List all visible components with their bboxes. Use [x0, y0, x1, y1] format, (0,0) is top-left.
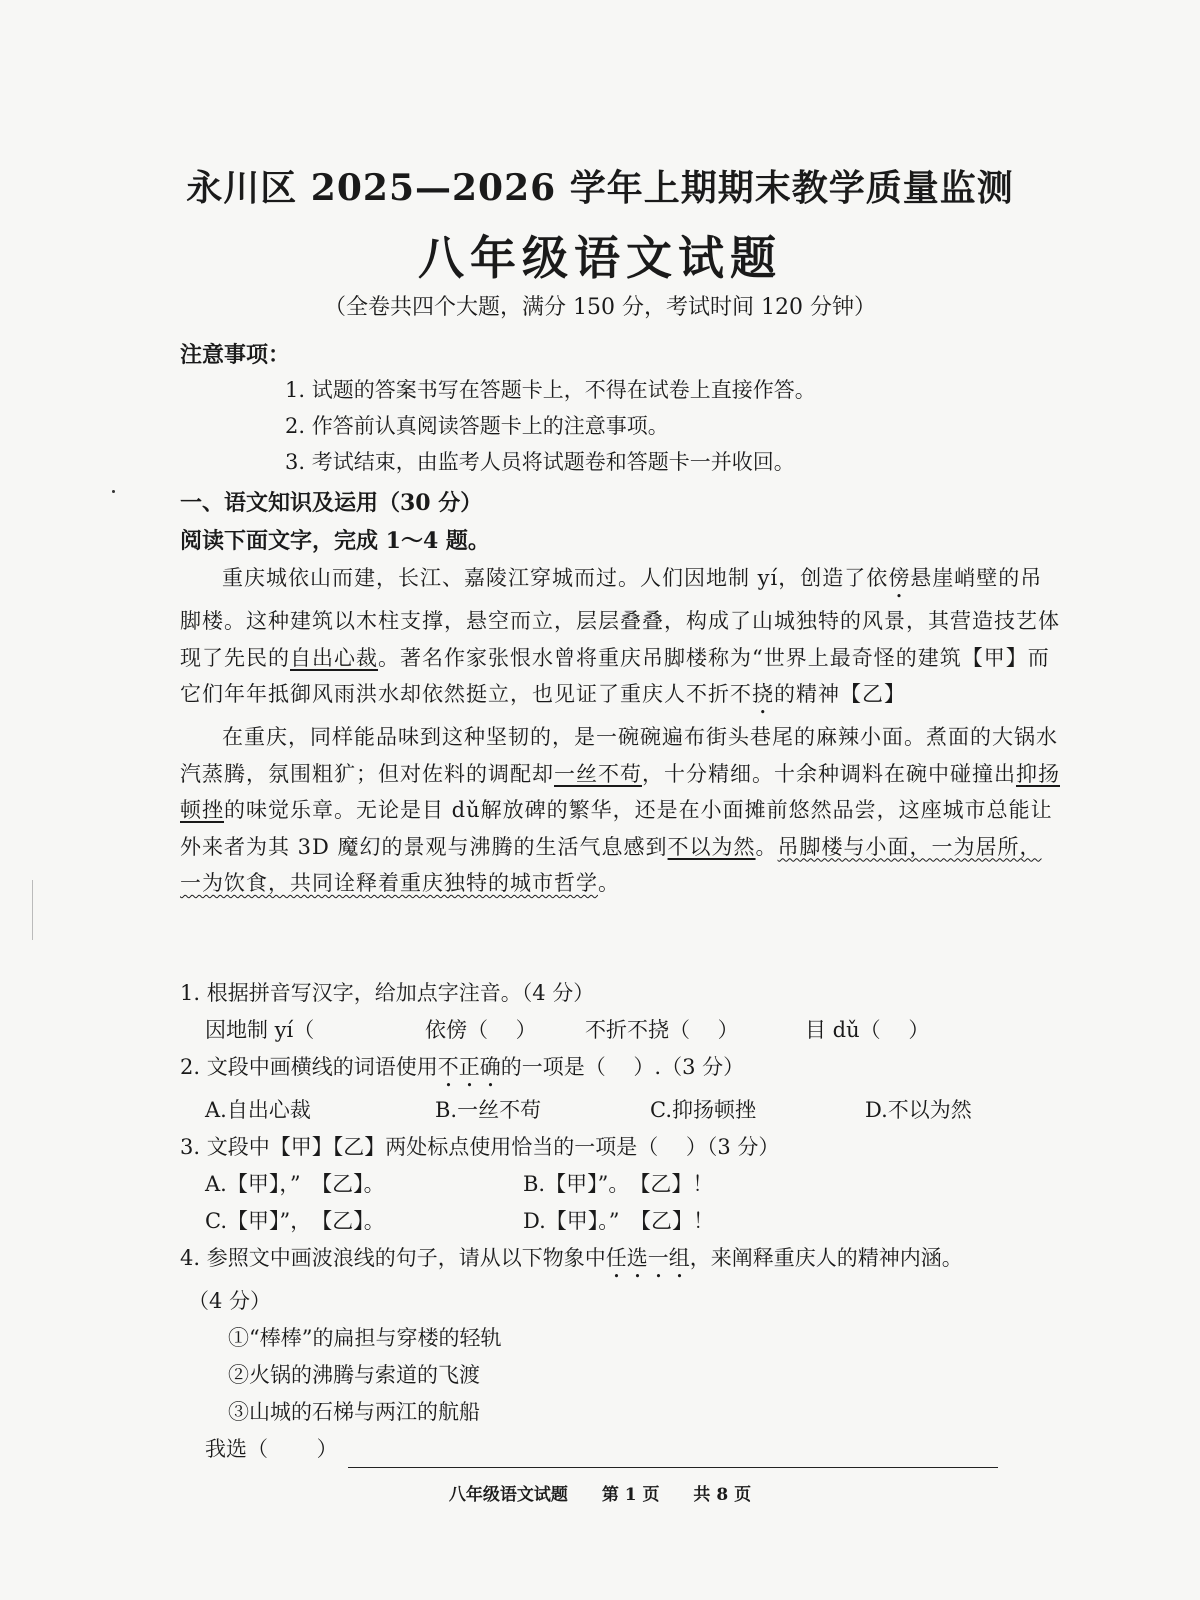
question-4: 4. 参照文中画波浪线的句子，请从以下物象中任选一组，来阐释重庆人的精神内涵。: [180, 1246, 963, 1270]
underlined-word: 一丝不苟: [554, 761, 642, 786]
answer-blank-line: [348, 1441, 998, 1468]
question-4-score: （4 分）: [188, 1289, 272, 1313]
footer-exam-name: 八年级语文试题: [448, 1485, 568, 1505]
reading-instruction: 阅读下面文字，完成 1～4 题。: [180, 528, 490, 554]
q1-item: 依傍（ ）: [425, 1018, 537, 1042]
footer-page-number: 第 1 页: [601, 1485, 660, 1505]
section-title: 一、语文知识及运用（30 分）: [180, 490, 483, 516]
underlined-word: 不以为然: [667, 834, 756, 859]
dotted-word: 不正确: [437, 1055, 501, 1079]
q1-item: 不折不挠（ ）: [585, 1018, 739, 1042]
q2-option: A.自出心裁: [205, 1098, 311, 1122]
q1-item: 目 dǔ（ ）: [805, 1018, 930, 1042]
question-3-options: [180, 1203, 1080, 1240]
q4-choice-label: 我选（ ）: [205, 1437, 338, 1461]
q4-item: ①“棒棒”的扁担与穿楼的轻轨: [228, 1326, 502, 1350]
notice-title: 注意事项：: [180, 342, 291, 368]
footer-total-pages: 共 8 页: [693, 1485, 752, 1505]
passage-paragraph: 重庆城依山而建，长江、嘉陵江穿城而过。人们因地制 yí，创造了依傍悬崖峭壁的吊脚楼。这种建筑以木柱支撑，悬空而立，层层叠叠，构成了山城独特的风景，其营造技艺体现了先民的自出心裁。著名作家张恨水曾将重庆吊脚楼称为“世界上最奇怪的建筑【甲】而它们年年抵御风雨洪水却依然挺立，也见证了重庆人不折不挠的精神【乙】: [180, 566, 1060, 706]
q3-option: D.【甲】。” 【乙】！: [523, 1209, 714, 1233]
scan-mark: [112, 490, 115, 493]
q1-item: 因地制 yí（: [205, 1018, 315, 1042]
q3-option: A.【甲】，” 【乙】。: [205, 1172, 385, 1196]
notice-item: 1. 试题的答案书写在答题卡上，不得在试卷上直接作答。: [285, 378, 816, 402]
question-1-items: [180, 1012, 1080, 1049]
q3-option: B.【甲】”。 【乙】！: [523, 1172, 714, 1196]
dotted-char: 挠: [752, 682, 774, 706]
q3-option: C.【甲】”， 【乙】。: [205, 1209, 385, 1233]
q2-option: C.抑扬顿挫: [650, 1098, 756, 1122]
question-3: 3. 文段中【甲】【乙】两处标点使用恰当的一项是（ ）（3 分）: [180, 1135, 780, 1159]
underlined-word: 自出心裁: [290, 645, 378, 670]
wavy-underlined-sentence: 吊脚楼与小面，一为居所，一为饮食，共同诠释着重庆独特的城市哲学: [180, 834, 1042, 895]
q2-option: B.一丝不苟: [435, 1098, 542, 1122]
question-3-options: [180, 1166, 1080, 1203]
questions: [180, 975, 1080, 1468]
notice-item: 3. 考试结束，由监考人员将试题卷和答题卡一并收回。: [285, 450, 795, 474]
exam-header: 永川区 2025—2026 学年上期期末教学质量监测: [186, 167, 1014, 209]
q2-option: D.不以为然: [865, 1098, 972, 1122]
dotted-char: 傍: [888, 566, 911, 590]
page-footer: [0, 1480, 1200, 1505]
notice-list: [285, 372, 816, 480]
scan-edge: [32, 880, 33, 940]
notice-item: 2. 作答前认真阅读答题卡上的注意事项。: [285, 414, 669, 438]
exam-info: （全卷共四个大题，满分 150 分，考试时间 120 分钟）: [324, 295, 876, 320]
underlined-word: 抑扬顿挫: [180, 761, 1060, 822]
exam-title: 八年级语文试题: [418, 231, 782, 285]
reading-passage: [180, 560, 1060, 902]
question-1: 1. 根据拼音写汉字，给加点字注音。（4 分）: [180, 981, 595, 1005]
question-2: 2. 文段中画横线的词语使用不正确的一项是（ ）.（3 分）: [180, 1055, 745, 1079]
dotted-word: 任选一组: [605, 1246, 690, 1270]
q4-item: ③山城的石梯与两江的航船: [228, 1400, 480, 1424]
q4-item: ②火锅的沸腾与索道的飞渡: [228, 1363, 480, 1387]
passage-paragraph: 在重庆，同样能品味到这种坚韧的，是一碗碗遍布街头巷尾的麻辣小面。煮面的大锅水汽蒸腾，氛围粗犷；但对佐料的调配却一丝不苟，十分精细。十余种调料在碗中碰撞出抑扬顿挫的味觉乐章。无论是目 dǔ解放碑的繁华，还是在小面摊前悠然品尝，这座城市总能让外来者为其 3D 魔幻的景观与沸腾的生活气息感到不以为然。吊脚楼与小面，一为居所，一为饮食，共同诠释着重庆独特的城市哲学。: [180, 725, 1060, 895]
q4-answer-row: [180, 1431, 1080, 1468]
question-2-options: [180, 1092, 1080, 1129]
